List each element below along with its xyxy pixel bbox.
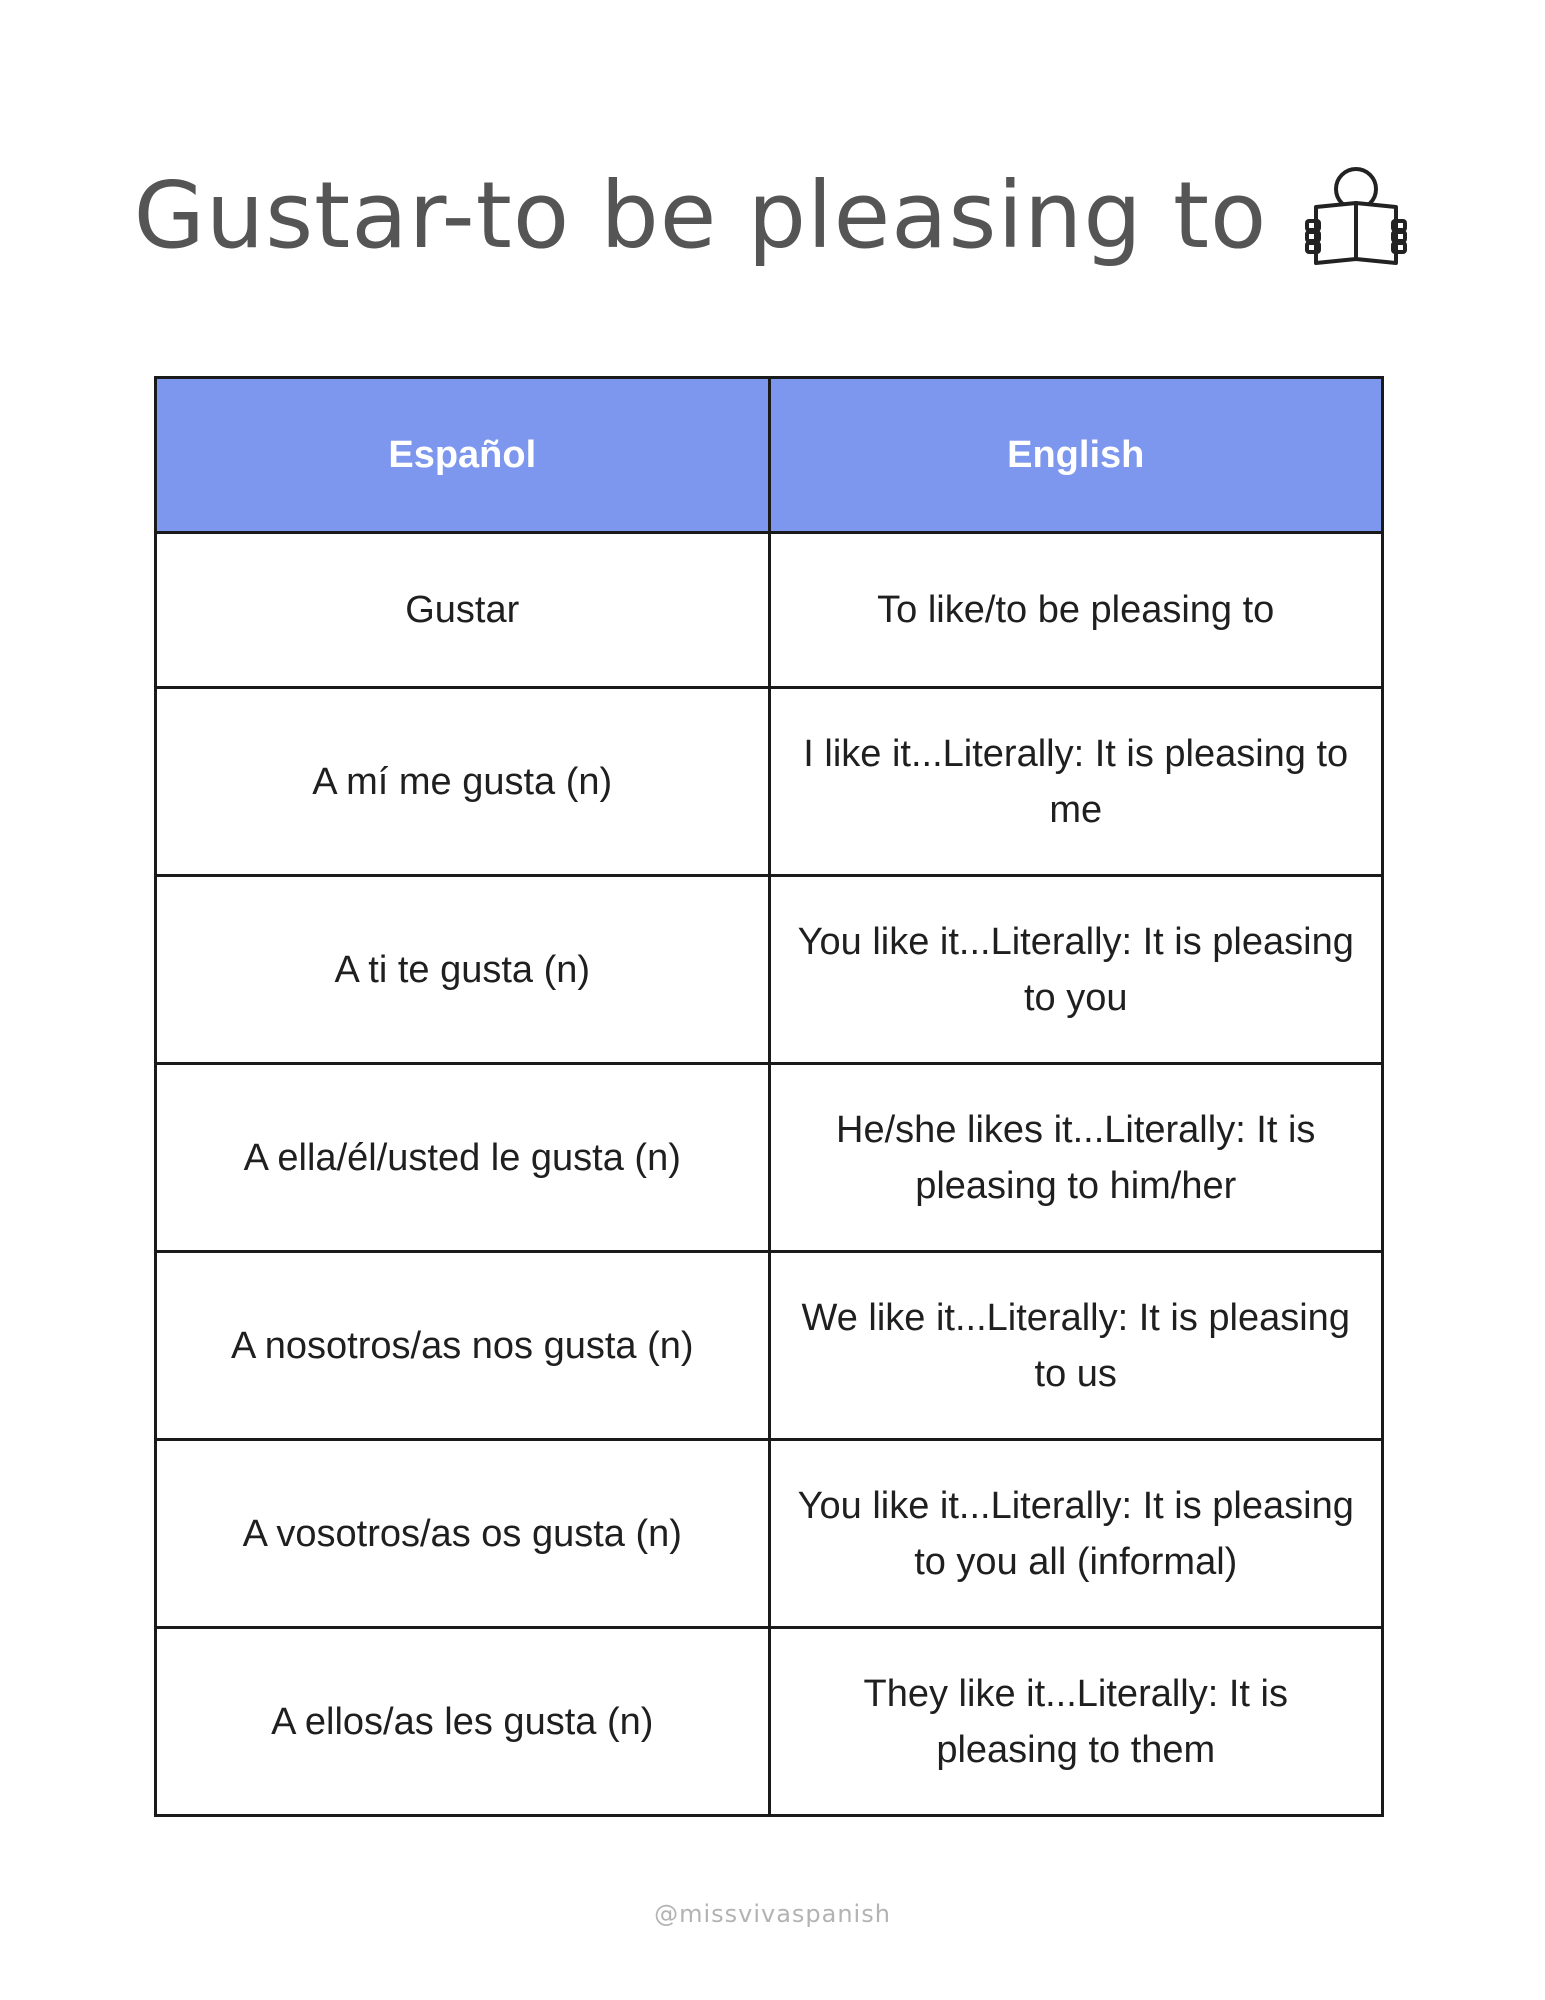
reading-book-icon [1301, 163, 1411, 273]
table-row [156, 688, 1383, 876]
footer-credit: @missvivaspanish [654, 1900, 891, 1928]
cell-english: I like it...Literally: It is pleasing to me [769, 688, 1383, 876]
table-row [156, 1440, 1383, 1628]
table-row [156, 1064, 1383, 1252]
table-row [156, 1252, 1383, 1440]
cell-english: You like it...Literally: It is pleasing to you all (informal) [769, 1440, 1383, 1628]
title-row [0, 150, 1545, 280]
vocab-table-container [154, 376, 1384, 1817]
cell-english: We like it...Literally: It is pleasing to us [769, 1252, 1383, 1440]
header-english: English [769, 378, 1383, 533]
cell-english: They like it...Literally: It is pleasing to them [769, 1628, 1383, 1816]
cell-spanish: A ti te gusta (n) [156, 876, 770, 1064]
cell-spanish: Gustar [156, 533, 770, 688]
table-header-row [156, 378, 1383, 533]
cell-spanish: A vosotros/as os gusta (n) [156, 1440, 770, 1628]
table-row [156, 876, 1383, 1064]
cell-spanish: A ella/él/usted le gusta (n) [156, 1064, 770, 1252]
cell-english: He/she likes it...Literally: It is pleasing to him/her [769, 1064, 1383, 1252]
cell-spanish: A mí me gusta (n) [156, 688, 770, 876]
cell-spanish: A nosotros/as nos gusta (n) [156, 1252, 770, 1440]
table-row [156, 1628, 1383, 1816]
cell-spanish: A ellos/as les gusta (n) [156, 1628, 770, 1816]
cell-english: To like/to be pleasing to [769, 533, 1383, 688]
page-title: Gustar-to be pleasing to [133, 161, 1268, 269]
cell-english: You like it...Literally: It is pleasing to you [769, 876, 1383, 1064]
header-espanol: Español [156, 378, 770, 533]
table-row [156, 533, 1383, 688]
vocab-table [154, 376, 1384, 1817]
